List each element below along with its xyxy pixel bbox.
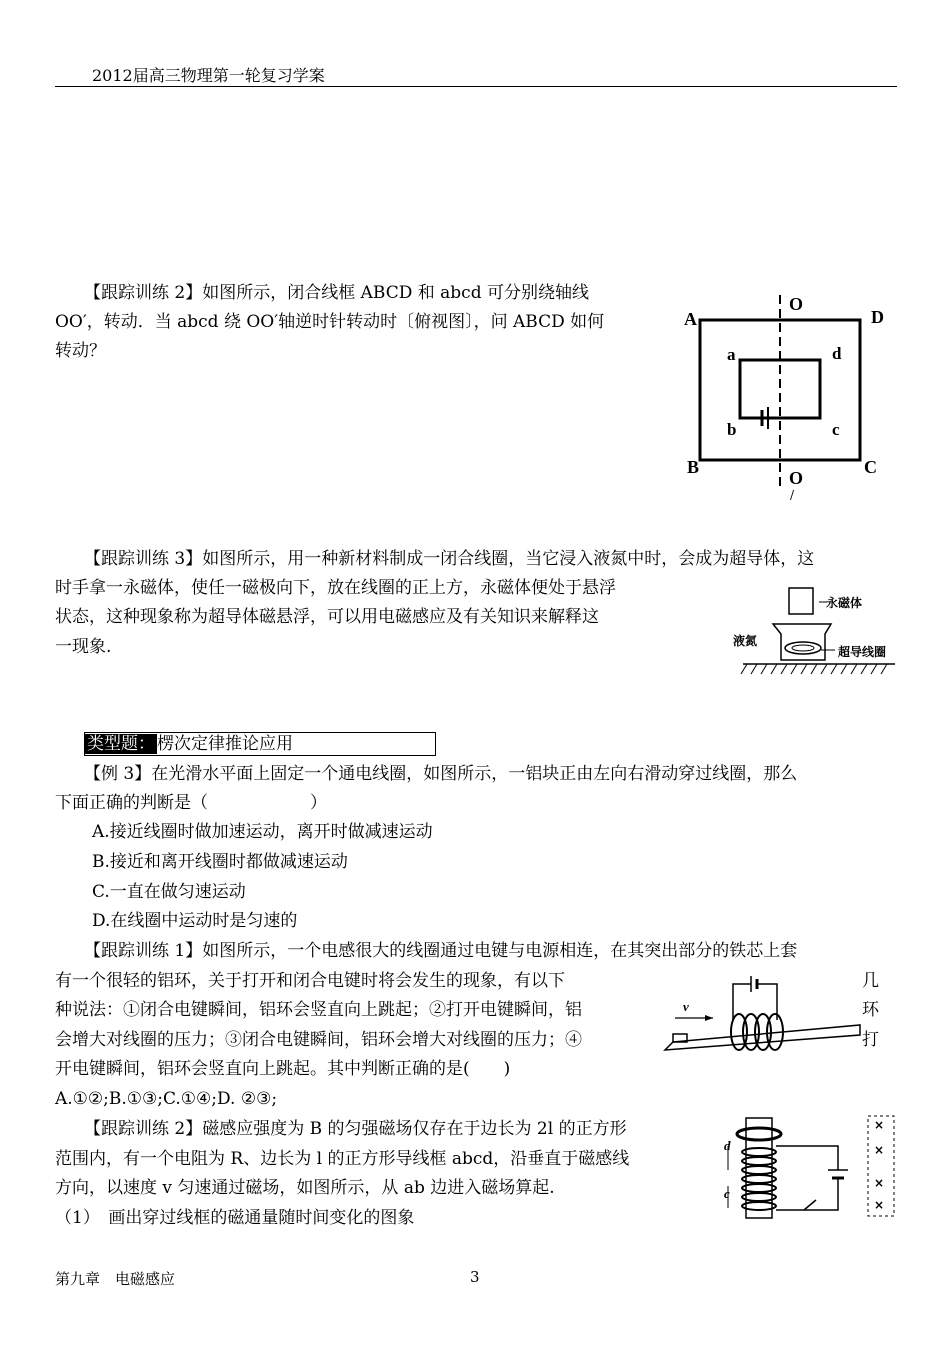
- training2b-line1: 【跟踪训练 2】磁感应强度为 B 的匀强磁场仅存在于边长为 2l 的正方形: [84, 1119, 627, 1139]
- training1-line3a: 种说法：①闭合电键瞬间，铝环会竖直向上跳起；②打开电键瞬间，铝: [55, 1000, 582, 1020]
- training2a-line1: 【跟踪训练 2】如图所示，闭合线框 ABCD 和 abcd 可分别绕轴线: [84, 283, 589, 303]
- training1-line4b: 打: [862, 1030, 879, 1050]
- label-O-bottom: O: [789, 468, 804, 488]
- training3-line2: 时手拿一永磁体，使任一磁极向下，放在线圈的正上方，永磁体便处于悬浮: [55, 578, 616, 598]
- training1-line3b: 环: [862, 1000, 879, 1020]
- label-C: C: [864, 457, 877, 477]
- training2a-line3: 转动？: [55, 341, 106, 361]
- training3-line4: 一现象.: [55, 637, 112, 657]
- label-nitrogen: 液氮: [733, 634, 758, 648]
- example3-line1: 【例 3】在光滑水平面上固定一个通电线圈，如图所示，一铝块正由左向右滑动穿过线圈，那么: [84, 764, 798, 784]
- label-B: B: [687, 457, 700, 477]
- training2b-line3: 方向，以速度 v 匀速通过磁场，如图所示，从 ab 边进入磁场算起.: [55, 1178, 555, 1198]
- footer-chapter: 第九章 电磁感应: [55, 1270, 176, 1288]
- footer-page-number: 3: [470, 1268, 480, 1286]
- label-coil: 超导线圈: [838, 645, 887, 659]
- aluminum-ring: [737, 1128, 781, 1140]
- training2b-item1: （1） 画出穿过线框的磁通量随时间变化的图象: [55, 1208, 415, 1228]
- label-c-fig2: c: [724, 1186, 730, 1201]
- solenoid-field-figure: [718, 1112, 898, 1227]
- label-A: A: [684, 309, 697, 329]
- field-x-4: ×: [874, 1198, 885, 1212]
- label-velocity: v: [683, 999, 689, 1014]
- training1-line4a: 会增大对线圈的压力；③闭合电键瞬间，铝环会增大对线圈的压力；④: [55, 1030, 582, 1050]
- training3-line1: 【跟踪训练 3】如图所示，用一种新材料制成一闭合线圈，当它浸入液氮中时，会成为超导体，这: [84, 549, 815, 569]
- section-tag-black: 类型题：: [87, 734, 155, 754]
- header-divider: [55, 86, 897, 87]
- superconducting-coil: [785, 642, 821, 654]
- rail-plane: [665, 1025, 860, 1050]
- section-tag-rest: 楞次定律推论应用: [157, 734, 293, 754]
- magnet: [789, 588, 813, 614]
- label-d-fig2: d: [724, 1138, 731, 1153]
- example3-option-b: B.接近和离开线圈时都做减速运动: [92, 852, 348, 872]
- solenoid-windings: [742, 1148, 776, 1210]
- page-header: 2012届高三物理第一轮复习学案: [92, 66, 325, 85]
- training2b-line2: 范围内，有一个电阻为 R、边长为 l 的正方形导线框 abcd，沿垂直于磁感线: [55, 1149, 630, 1169]
- example3-option-c: C.一直在做匀速运动: [92, 882, 246, 902]
- example3-option-a: A.接近线圈时做加速运动，离开时做减速运动: [92, 822, 433, 842]
- training3-line3: 状态，这种现象称为超导体磁悬浮，可以用电磁感应及有关知识来解释这: [55, 607, 599, 627]
- label-a: a: [727, 345, 736, 364]
- label-D: D: [871, 307, 884, 327]
- section-tag: [84, 732, 436, 756]
- training1-line5: 开电键瞬间，铝环会竖直向上跳起。其中判断正确的是( ): [55, 1059, 511, 1079]
- field-x-2: ×: [874, 1143, 885, 1157]
- training1-line2a: 有一个很轻的铝环，关于打开和闭合电键时将会发生的现象，有以下: [55, 971, 565, 991]
- levitation-figure: [735, 582, 905, 682]
- example3-option-d: D.在线圈中运动时是匀速的: [92, 911, 298, 931]
- field-x-1: ×: [874, 1118, 885, 1132]
- coil-rail-figure: [655, 970, 865, 1060]
- training2a-line2: OO′，转动．当 abcd 绕 OO′轴逆时针转动时〔俯视图〕，问 ABCD 如何: [55, 312, 605, 332]
- label-b: b: [727, 420, 737, 439]
- label-prime: /: [790, 488, 795, 502]
- label-magnet: 永磁体: [826, 596, 863, 610]
- label-O-top: O: [789, 294, 804, 314]
- label-d: d: [832, 344, 842, 363]
- field-x-3: ×: [874, 1176, 885, 1190]
- training1-line1: 【跟踪训练 1】如图所示，一个电感很大的线圈通过电键与电源相连，在其突出部分的铁芯上套: [84, 941, 798, 961]
- example3-line2: 下面正确的判断是（ ）: [55, 793, 327, 813]
- training1-line2b: 几: [862, 971, 879, 991]
- switch: [804, 1200, 816, 1210]
- label-c: c: [832, 420, 840, 439]
- training1-answers: A.①②;B.①③;C.①④;D. ②③;: [55, 1089, 278, 1109]
